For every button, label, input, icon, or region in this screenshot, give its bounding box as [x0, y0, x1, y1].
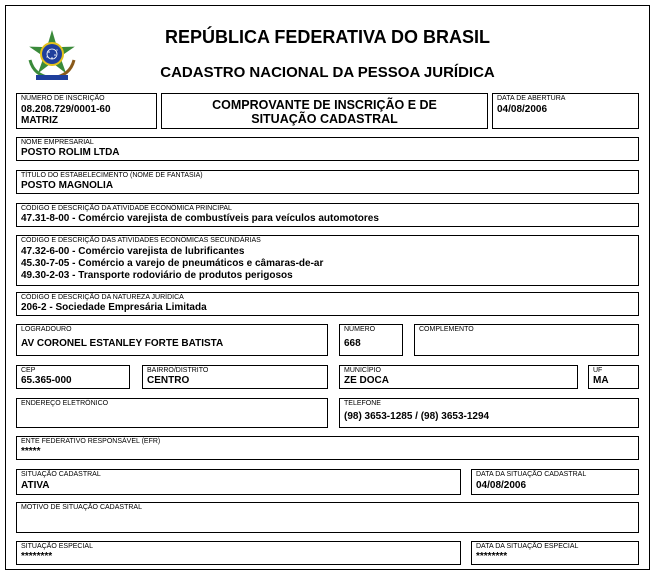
bairro-field — [142, 365, 328, 389]
nome-empresarial-value: POSTO ROLIM LTDA — [21, 147, 120, 158]
inscricao-label: NÚMERO DE INSCRIÇÃO — [21, 95, 105, 102]
nome-empresarial-field — [16, 137, 639, 161]
data-situacao-label: DATA DA SITUAÇÃO CADASTRAL — [476, 471, 587, 478]
efr-label: ENTE FEDERATIVO RESPONSÁVEL (EFR) — [21, 438, 161, 445]
numero-value: 668 — [344, 338, 361, 349]
comprovante-line-1: COMPROVANTE DE INSCRIÇÃO E DE — [212, 98, 437, 112]
document-subtitle: CADASTRO NACIONAL DA PESSOA JURÍDICA — [160, 64, 495, 81]
telefone-field — [339, 398, 639, 428]
email-field — [16, 398, 328, 428]
complemento-label: COMPLEMENTO — [419, 326, 474, 333]
inscricao-field — [16, 93, 157, 129]
situacao-especial-value: ******** — [21, 551, 53, 562]
atividades-secundarias-label: CÓDIGO E DESCRIÇÃO DAS ATIVIDADES ECONÔMICAS SECUNDÁRIAS — [21, 237, 261, 244]
atividade-principal-field — [16, 203, 639, 227]
nome-fantasia-value: POSTO MAGNOLIA — [21, 180, 114, 191]
bairro-label: BAIRRO/DISTRITO — [147, 367, 209, 374]
atividade-secundaria-item: 47.32-6-00 - Comércio varejista de lubrificantes — [21, 246, 245, 257]
complemento-field — [414, 324, 639, 356]
motivo-situacao-label: MOTIVO DE SITUAÇÃO CADASTRAL — [21, 504, 142, 511]
cep-value: 65.365-000 — [21, 375, 72, 386]
atividade-principal-value: 47.31-8-00 - Comércio varejista de combustíveis para veículos automotores — [21, 213, 379, 224]
efr-field — [16, 436, 639, 460]
situacao-especial-field — [16, 541, 461, 565]
data-situacao-field — [471, 469, 639, 495]
abertura-label: DATA DE ABERTURA — [497, 95, 566, 102]
natureza-juridica-value: 206-2 - Sociedade Empresária Limitada — [21, 302, 207, 313]
municipio-field — [339, 365, 578, 389]
email-label: ENDEREÇO ELETRÔNICO — [21, 400, 109, 407]
abertura-value: 04/08/2006 — [497, 104, 548, 115]
uf-value: MA — [593, 375, 609, 386]
logradouro-field — [16, 324, 328, 356]
comprovante-line-2: SITUAÇÃO CADASTRAL — [251, 112, 398, 126]
municipio-value: ZE DOCA — [344, 375, 389, 386]
logradouro-value: AV CORONEL ESTANLEY FORTE BATISTA — [21, 338, 224, 349]
natureza-juridica-label: CÓDIGO E DESCRIÇÃO DA NATUREZA JURÍDICA — [21, 294, 184, 301]
cep-label: CEP — [21, 367, 36, 374]
data-situacao-especial-label: DATA DA SITUAÇÃO ESPECIAL — [476, 543, 579, 550]
abertura-field — [492, 93, 639, 129]
atividade-secundaria-item: 49.30-2-03 - Transporte rodoviário de produtos perigosos — [21, 270, 293, 281]
telefone-label: TELEFONE — [344, 400, 381, 407]
uf-label: UF — [593, 367, 603, 374]
uf-field — [588, 365, 639, 389]
cep-field — [16, 365, 130, 389]
atividade-principal-label: CÓDIGO E DESCRIÇÃO DA ATIVIDADE ECONÔMICA PRINCIPAL — [21, 205, 232, 212]
inscricao-number: 08.208.729/0001-60 — [21, 104, 111, 115]
logradouro-label: LOGRADOURO — [21, 326, 72, 333]
inscricao-type: MATRIZ — [21, 115, 59, 126]
natureza-juridica-field — [16, 292, 639, 316]
numero-field — [339, 324, 403, 356]
numero-label: NÚMERO — [344, 326, 376, 333]
document-title: REPÚBLICA FEDERATIVA DO BRASIL — [164, 27, 490, 47]
data-situacao-especial-value: ******** — [476, 551, 508, 562]
nome-fantasia-label: TÍTULO DO ESTABELECIMENTO (NOME DE FANTASIA) — [21, 172, 203, 179]
atividades-secundarias-field — [16, 235, 639, 286]
situacao-cadastral-value: ATIVA — [21, 480, 50, 491]
efr-value: ***** — [21, 446, 41, 457]
situacao-cadastral-label: SITUAÇÃO CADASTRAL — [21, 471, 101, 478]
data-situacao-value: 04/08/2006 — [476, 480, 527, 491]
bairro-value: CENTRO — [147, 375, 190, 386]
motivo-situacao-field — [16, 502, 639, 533]
document-frame — [5, 5, 650, 570]
atividade-secundaria-item: 45.30-7-05 - Comércio a varejo de pneumáticos e câmaras-de-ar — [21, 258, 324, 269]
telefone-value: (98) 3653-1285 / (98) 3653-1294 — [344, 411, 490, 422]
data-situacao-especial-field — [471, 541, 639, 565]
nome-empresarial-label: NOME EMPRESARIAL — [21, 139, 94, 146]
situacao-cadastral-field — [16, 469, 461, 495]
nome-fantasia-field — [16, 170, 639, 194]
situacao-especial-label: SITUAÇÃO ESPECIAL — [21, 543, 93, 550]
municipio-label: MUNICÍPIO — [344, 367, 381, 374]
comprovante-box — [161, 93, 488, 129]
